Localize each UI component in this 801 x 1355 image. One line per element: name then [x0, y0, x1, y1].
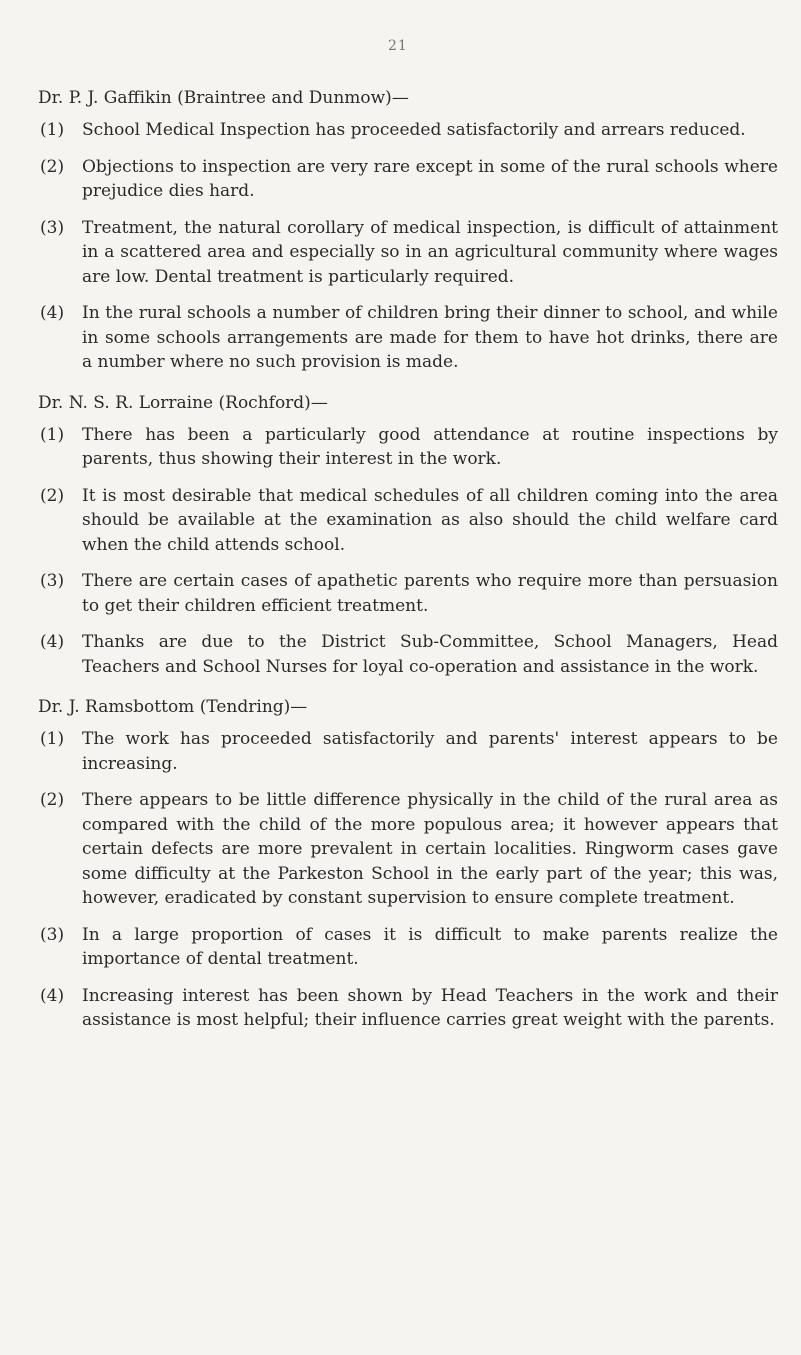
item-number: (1) — [40, 424, 65, 445]
list-item — [38, 569, 778, 618]
list-item — [38, 301, 778, 375]
list-item — [38, 923, 778, 972]
report-section-gaffikin — [38, 86, 778, 375]
item-number: (2) — [40, 485, 65, 506]
item-text: There has been a particularly good attendance at routine inspections by parents, thus showing their interest in the work. — [82, 424, 778, 469]
list-item — [38, 423, 778, 472]
report-section-lorraine — [38, 391, 778, 680]
item-number: (4) — [40, 632, 65, 652]
section-heading: Dr. P. J. Gaffikin (Braintree and Dunmow)— — [38, 88, 409, 108]
item-number: (2) — [40, 156, 65, 177]
list-item — [38, 118, 778, 143]
list-item — [38, 216, 778, 290]
document-body — [38, 86, 778, 1049]
item-text: In the rural schools a number of children bring their dinner to school, and while in some schools arrangements are made for them to have hot drinks, there are a number where no such provision is made. — [82, 303, 778, 372]
item-number: (3) — [40, 571, 65, 591]
report-section-ramsbottom — [38, 695, 778, 1033]
list-item — [38, 484, 778, 558]
item-text: Increasing interest has been shown by Head Teachers in the work and their assistance is most helpful; their influence carries great weight with the parents. — [82, 985, 778, 1030]
item-number: (2) — [40, 790, 65, 810]
item-text: In a large proportion of cases it is difficult to make parents realize the importance of dental treatment. — [82, 924, 778, 969]
item-text: Objections to inspection are very rare except in some of the rural schools where prejudice dies hard. — [82, 156, 778, 201]
item-text: School Medical Inspection has proceeded satisfactorily and arrears reduced. — [82, 120, 746, 140]
list-item — [38, 630, 778, 679]
item-text: There are certain cases of apathetic parents who require more than persuasion to get their children efficient treatment. — [82, 571, 778, 616]
item-number: (3) — [40, 217, 65, 238]
item-number: (3) — [40, 924, 65, 945]
page-number: 21 — [388, 38, 408, 54]
item-number: (1) — [40, 729, 65, 749]
item-number: (4) — [40, 985, 65, 1006]
item-text: There appears to be little difference physically in the child of the rural area as compared with the child of the more populous area; it however appears that certain defects are more prevalent in certain localities. Ringworm cases gave some difficulty at the Parkeston School in the early part of the year; this was, however, eradicated by constant supervision to ensure complete treatment. — [82, 790, 778, 908]
item-number: (4) — [40, 303, 65, 323]
list-item — [38, 984, 778, 1033]
section-heading: Dr. N. S. R. Lorraine (Rochford)— — [38, 392, 328, 413]
list-item — [38, 727, 778, 776]
list-item — [38, 788, 778, 911]
item-text: Treatment, the natural corollary of medical inspection, is difficult of attainment in a scattered area and especially so in an agricultural community where wages are low. Dental treatment is particularly required. — [82, 217, 778, 287]
item-text: The work has proceeded satisfactorily and parents' interest appears to be increasing. — [82, 729, 778, 774]
item-text: Thanks are due to the District Sub-Committee, School Managers, Head Teachers and School Nurses for loyal co-operation and assistance in the work. — [82, 632, 778, 677]
section-heading: Dr. J. Ramsbottom (Tendring)— — [38, 697, 308, 717]
item-number: (1) — [40, 120, 65, 140]
list-item — [38, 155, 778, 204]
item-text: It is most desirable that medical schedules of all children coming into the area should be available at the examination as also should the child welfare card when the child attends school. — [82, 485, 778, 555]
